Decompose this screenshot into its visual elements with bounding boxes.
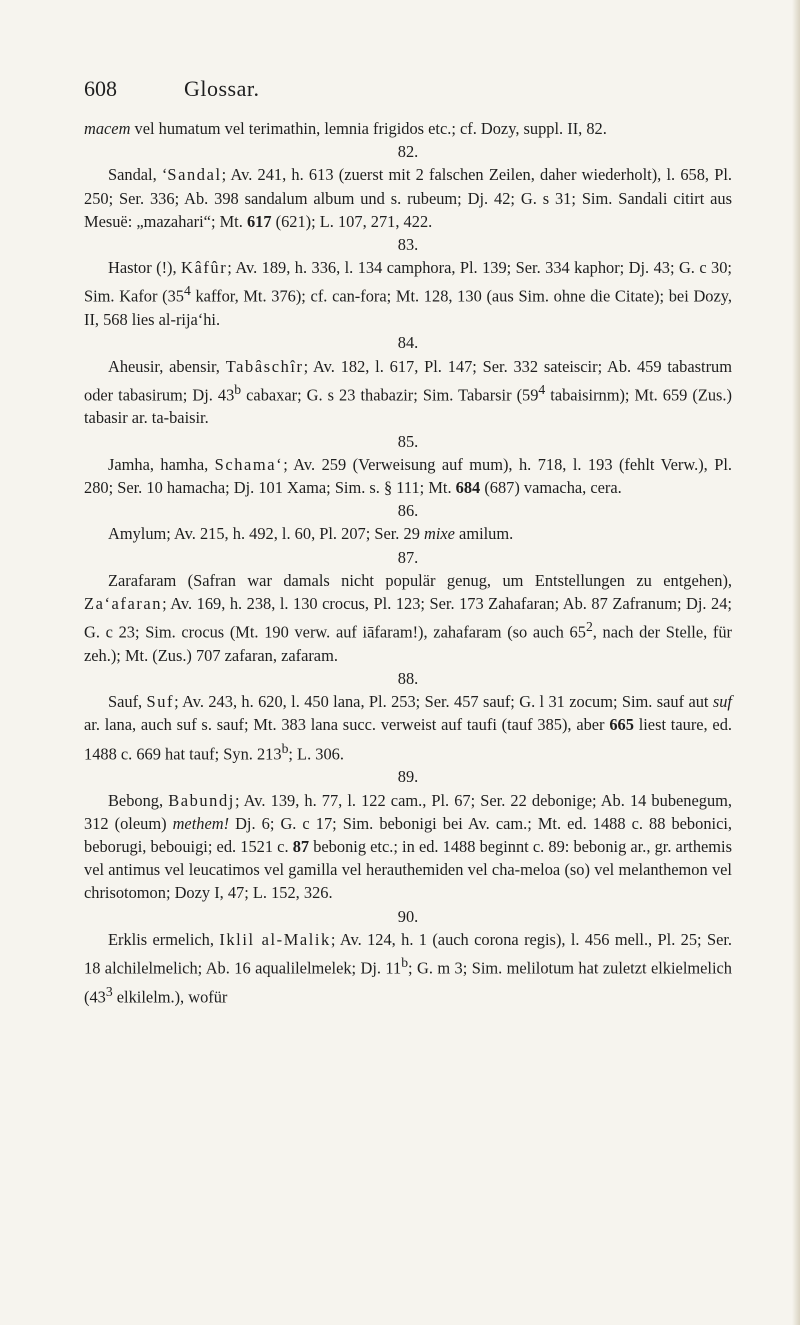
entry-number-86: 86. (397, 501, 419, 521)
entry-84: Aheusir, abensir, Tabâschîr; Av. 182, l. 617, Pl. 147; Ser. 332 sateiscir; Ab. 459 tabastrum oder tabasirum; Dj. 43$^b$ cabaxar; G. s 23 thabazir; Sim. Tabarsir ($59^4$ tabaisirnm); Mt. 659 (Zus.) tabasir ar. ta-baisir. (84, 356, 732, 428)
entry-number-88: 88. (397, 669, 419, 689)
entry-headword: Babundj (168, 790, 235, 810)
page-number: 608 (84, 76, 117, 101)
page-edge-shadow (792, 0, 800, 1325)
glossary-text (84, 117, 732, 1008)
entry-headword: Kâfûr (181, 258, 228, 278)
running-head (84, 76, 734, 110)
entry-number-84: 84. (397, 333, 419, 353)
entry-headword: Schama‘ (214, 454, 284, 474)
entry-87: Zarafaram (Safran war damals nicht populär genug, um Entstellungen zu entgehen), Za‘afaran; Av. 169, h. 238, l. 130 crocus, Pl. 123; Ser. 173 Zahafaran; Ab. 87 Zafranum; Dj. 24; G. c 23; Sim. crocus (Mt. 190 verw. auf iāfaram!), zahafaram (so auch $65^2$, nach der Stelle, für zeh.); Mt. (Zus.) 707 zafaran, zafaram. (84, 570, 732, 665)
entry-number-83: 83. (397, 235, 419, 255)
entry-headword: Tabâschîr (225, 356, 304, 376)
entry-number-85: 85. (397, 431, 419, 451)
entry-83: Hastor (!), Kâfûr; Av. 189, h. 336, l. 134 camphora, Pl. 139; Ser. 334 kaphor; Dj. 43; G. c 30; Sim. Kafor ($35^4$ kaffor, Mt. 376); cf. can-fora; Mt. 128, 130 (aus Sim. ohne die Citate); bei Dozy, II, 568 lies al-rija‘hi. (84, 258, 732, 330)
entry-headword: Za‘afaran (84, 594, 163, 613)
entry-headword: Suf (146, 692, 175, 712)
page-title: Glossar. (184, 76, 260, 101)
entry-88: Sauf, Suf; Av. 243, h. 620, l. 450 lana, Pl. 253; Ser. 457 sauf; G. l 31 zocum; Sim. sauf aut suf ar. lana, auch suf s. sauf; Mt. 383 lana succ. verweist auf taufi (tauf 385), aber 665 liest taure, ed. 1488 c. 669 hat tauf; Syn. 213$^b$; L. 306. (84, 692, 732, 764)
entry-number-90: 90. (397, 906, 419, 926)
entry-90: Erklis ermelich, Iklil al-Malik; Av. 124, h. 1 (auch corona regis), l. 456 mell., Pl. 25; Ser. 18 alchilelmelich; Ab. 16 aqualilelmelek; Dj. 11$^b$; G. m 3; Sim. melilotum hat zuletzt elkielmelich ($43^3$ elkilelm.), wofür (84, 929, 733, 1007)
entry-lead-term: macem (84, 119, 131, 138)
entry-85: Jamha, hamha, Schama‘; Av. 259 (Verweisung auf mum), h. 718, l. 193 (fehlt Verw.), Pl. 280; Ser. 10 hamacha; Dj. 101 Xama; Sim. s. § 111; Mt. 684 (687) vamacha, cera. (84, 454, 732, 497)
entry-86: Amylum; Av. 215, h. 492, l. 60, Pl. 207; Ser. 29 mixe amilum. (108, 524, 514, 544)
entry-number-82: 82. (397, 142, 419, 162)
entry-number-89: 89. (397, 767, 419, 787)
entry-headword: Sandal (167, 165, 222, 185)
entry-81-continuation: macem vel humatum vel terimathin, lemnia frigidos etc.; cf. Dozy, suppl. II, 82. (84, 119, 607, 138)
entry-headword: Iklil al-Malik (219, 929, 331, 949)
entry-82: Sandal, ‘Sandal; Av. 241, h. 613 (zuerst mit 2 falschen Zeilen, daher wiederholt), l. 658, Pl. 250; Ser. 336; Ab. 398 sandalum album und s. rubeum; Dj. 42; G. s 31; Sim. Sandali citirt aus Mesuë: „mazahari“; Mt. 617 (621); L. 107, 271, 422. (84, 165, 733, 231)
entry-number-87: 87. (397, 547, 419, 567)
entry-89: Bebong, Babundj; Av. 139, h. 77, l. 122 cam., Pl. 67; Ser. 22 debonige; Ab. 14 bubenegum, 312 (oleum) methem! Dj. 6; G. c 17; Sim. bebonigi bei Av. cam.; Mt. ed. 1488 c. 88 bebonici, beborugi, bebouigi; ed. 1521 c. 87 bebonig etc.; in ed. 1488 beginnt c. 89: bebonig ar., gr. arthemis vel antimus vel leucatimos vel gamilla vel herauthemiden vel cha-meloa (so) vel melanthemon vel chrisotomon; Dozy I, 47; L. 152, 326. (84, 790, 732, 903)
